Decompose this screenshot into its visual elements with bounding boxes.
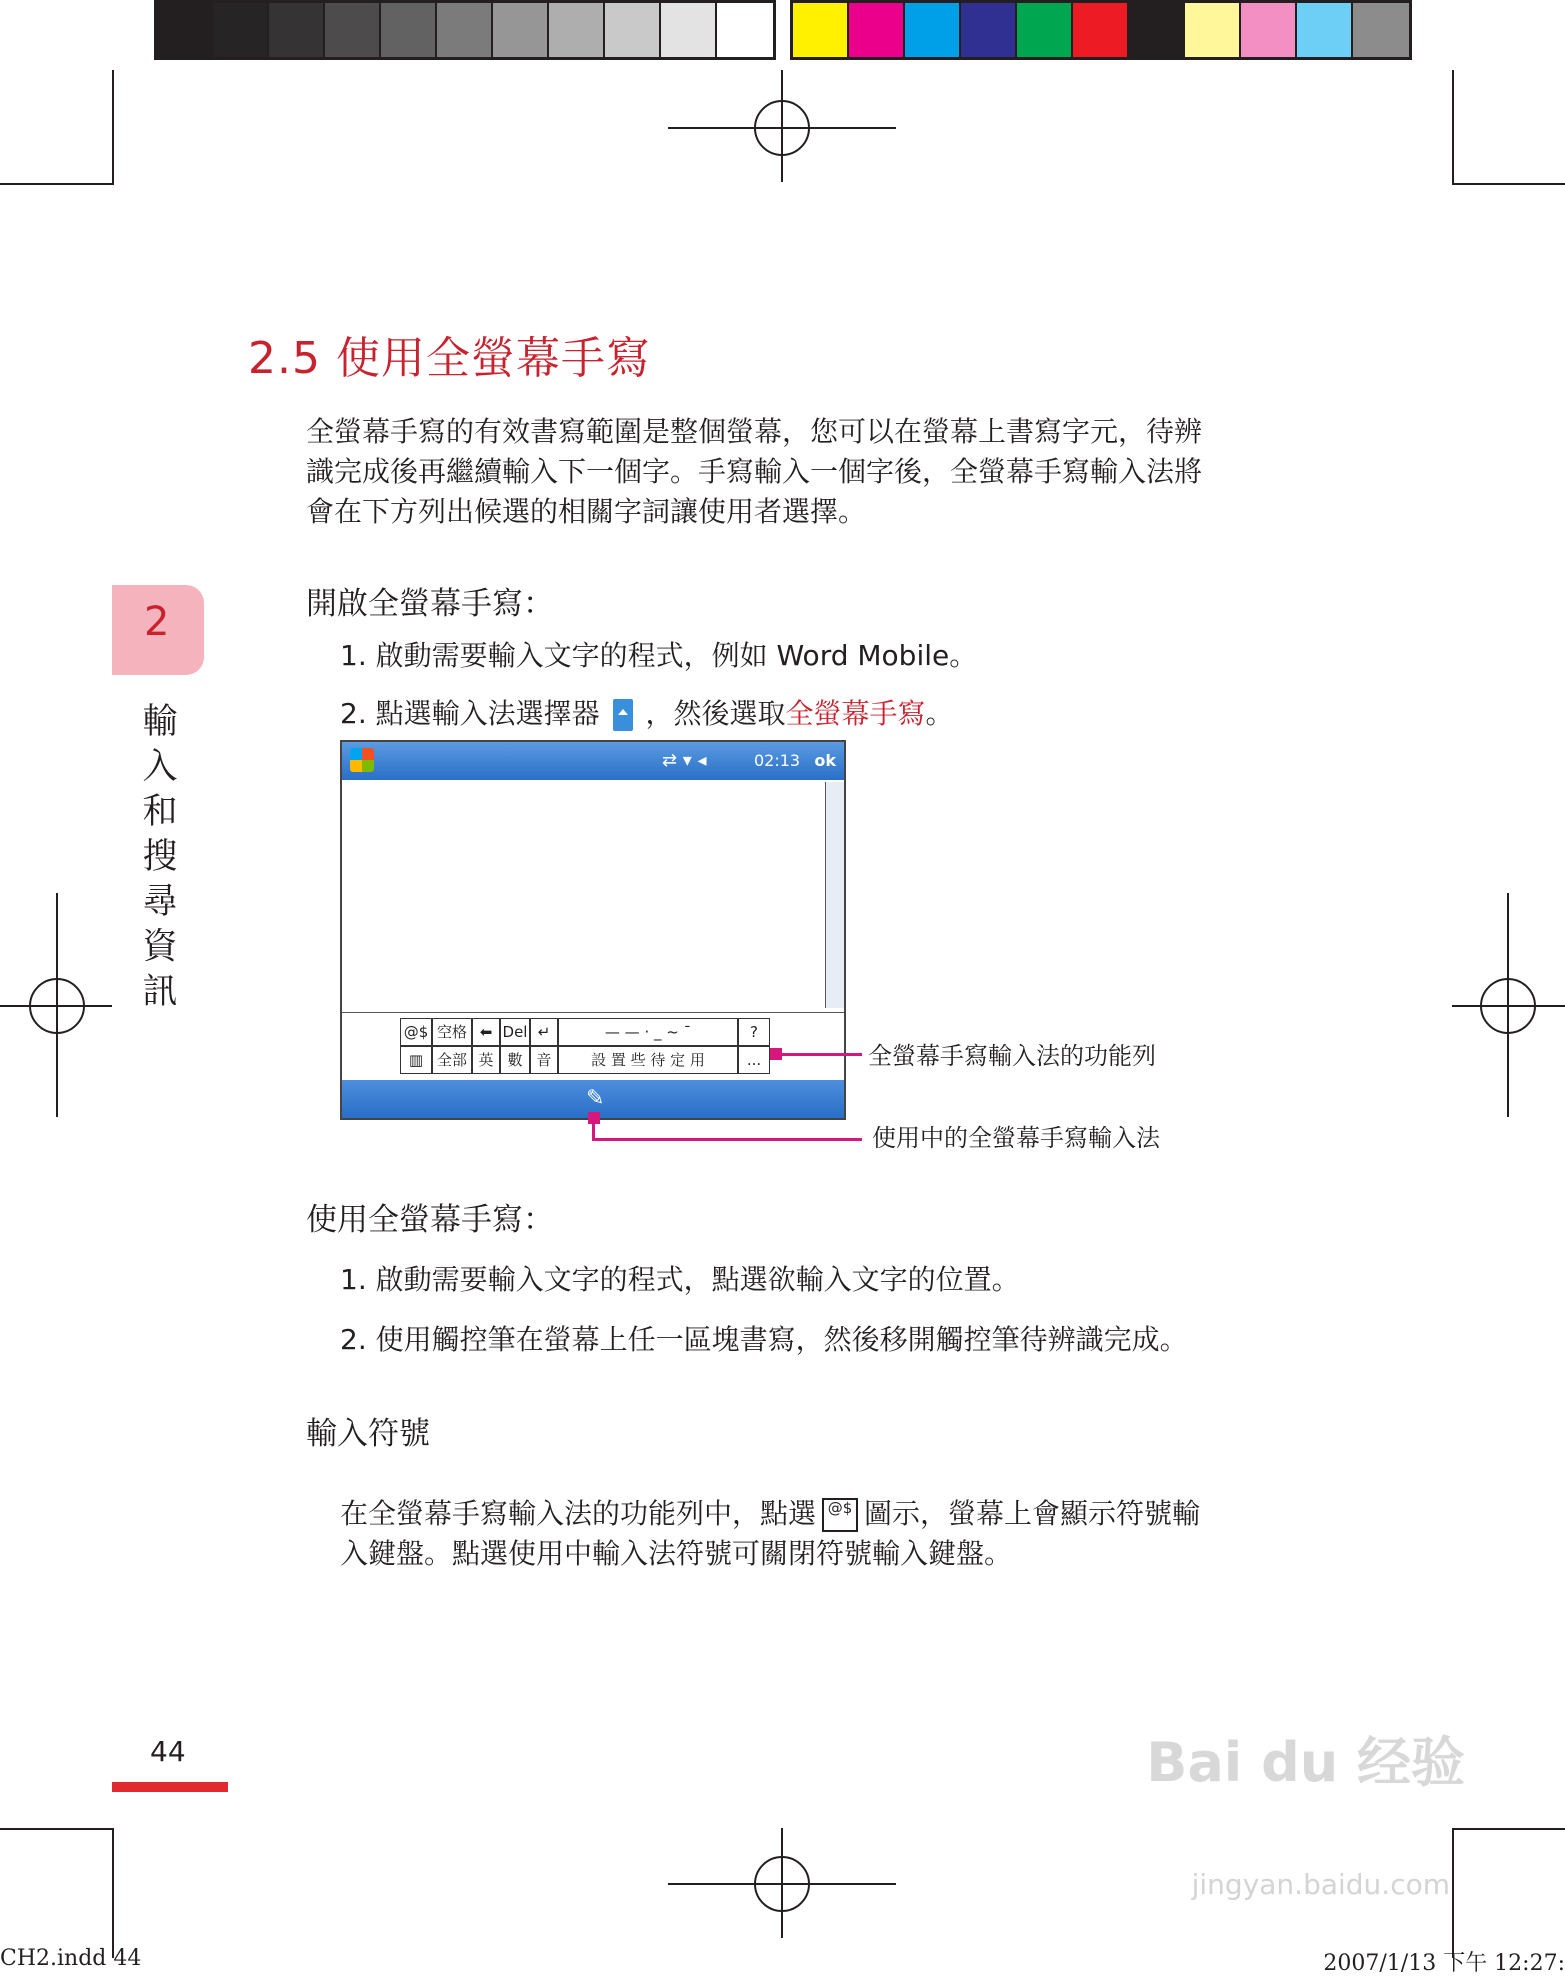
chapter-title-char: 和 <box>142 792 178 832</box>
open-step-2-prefix: 2. 點選輸入法選擇器 <box>340 697 600 730</box>
crop-mark <box>112 1828 114 1958</box>
process-swatch <box>905 3 961 57</box>
process-swatch <box>1129 3 1185 57</box>
registration-mark-circle <box>29 978 85 1034</box>
chapter-title-char: 資 <box>142 927 178 967</box>
open-heading: 開啟全螢幕手寫： <box>306 586 554 622</box>
toolbar-key[interactable]: — — · _ ~ ¯ <box>558 1018 738 1046</box>
footer-date: 2007/1/13 下午 12:27: <box>1323 1951 1565 1976</box>
process-swatch <box>1353 3 1409 57</box>
symbol-paragraph <box>340 1494 1200 1574</box>
clock: 02:13 <box>754 751 801 770</box>
open-step-2 <box>340 692 953 732</box>
toolbar-key[interactable]: ⬅ <box>472 1018 500 1046</box>
symbol-line <box>340 1494 1200 1534</box>
open-step-1: 1. 啟動需要輸入文字的程式，例如 Word Mobile。 <box>340 639 978 672</box>
use-step-2: 2. 使用觸控筆在螢幕上任一區塊書寫，然後移開觸控筆待辨識完成。 <box>340 1323 1188 1356</box>
intro-paragraph <box>306 412 1202 532</box>
process-swatch <box>1017 3 1073 57</box>
toolbar-key[interactable]: 空格 <box>432 1018 472 1046</box>
crop-mark <box>1454 183 1565 185</box>
callout-toolbar-label: 全螢幕手寫輸入法的功能列 <box>868 1042 1156 1070</box>
intro-line: 識完成後再繼續輸入下一個字。手寫輸入一個字後，全螢幕手寫輸入法將 <box>306 455 1203 488</box>
baidu-watermark-url: jingyan.baidu.com <box>1191 1868 1450 1901</box>
title-bar <box>342 742 844 780</box>
signal-icon: ⇄ ▾ ◂ <box>662 750 707 771</box>
crop-mark <box>0 183 112 185</box>
callout-line <box>592 1138 862 1141</box>
handwriting-toolbar <box>400 1018 770 1074</box>
process-swatch <box>1297 3 1353 57</box>
use-step-1: 1. 啟動需要輸入文字的程式，點選欲輸入文字的位置。 <box>340 1263 1020 1296</box>
pen-input-icon[interactable]: ✎ <box>586 1086 605 1111</box>
grayscale-swatch <box>605 3 661 57</box>
symbol-keyboard-icon: @$ <box>822 1498 858 1532</box>
grayscale-swatch <box>381 3 437 57</box>
toolbar-key[interactable]: Del <box>500 1018 530 1046</box>
input-selector-icon <box>613 699 633 731</box>
crop-mark <box>1452 1828 1454 1958</box>
grayscale-swatch <box>437 3 493 57</box>
callout-marker <box>588 1112 600 1124</box>
grayscale-swatch <box>213 3 269 57</box>
callout-line <box>782 1053 862 1056</box>
registration-mark-circle <box>754 1856 810 1912</box>
symbol-heading: 輸入符號 <box>306 1416 430 1452</box>
chapter-title-char: 輸 <box>142 702 178 742</box>
intro-line: 會在下方列出候選的相關字詞讓使用者選擇。 <box>306 495 867 528</box>
grayscale-swatch <box>269 3 325 57</box>
toolbar-key[interactable]: 全部 <box>432 1046 472 1074</box>
open-step-2-end: 。 <box>925 697 954 730</box>
footer-filename: CH2.indd 44 <box>0 1946 142 1971</box>
toolbar-key[interactable]: ▥ <box>400 1046 432 1074</box>
page-number-bar <box>112 1782 228 1792</box>
toolbar-key[interactable]: 英 <box>472 1046 500 1074</box>
toolbar-key[interactable]: ↵ <box>530 1018 558 1046</box>
registration-mark-circle <box>754 100 810 156</box>
windows-start-icon <box>350 748 374 772</box>
ok-button[interactable]: ok <box>814 751 836 770</box>
crop-mark <box>0 1828 112 1830</box>
registration-mark-circle <box>1480 978 1536 1034</box>
grayscale-swatch <box>325 3 381 57</box>
chapter-tab <box>112 585 204 675</box>
chapter-title-char: 訊 <box>142 972 178 1012</box>
grayscale-bar <box>154 0 776 60</box>
callout-active-label: 使用中的全螢幕手寫輸入法 <box>872 1124 1160 1152</box>
use-heading: 使用全螢幕手寫： <box>306 1202 554 1238</box>
process-swatch <box>1241 3 1297 57</box>
symbol-line: 入鍵盤。點選使用中輸入法符號可關閉符號輸入鍵盤。 <box>340 1537 1013 1570</box>
grayscale-swatch <box>549 3 605 57</box>
full-screen-handwriting-highlight: 全螢幕手寫 <box>785 697 926 730</box>
toolbar-key[interactable]: 設 置 些 待 定 用 <box>558 1046 738 1074</box>
process-swatch <box>1185 3 1241 57</box>
grayscale-swatch <box>493 3 549 57</box>
process-swatch <box>961 3 1017 57</box>
process-color-bar <box>790 0 1412 60</box>
grayscale-swatch <box>717 3 773 57</box>
process-swatch <box>1073 3 1129 57</box>
device-screenshot <box>340 740 846 1120</box>
callout-marker <box>770 1048 782 1060</box>
toolbar-key[interactable]: ... <box>738 1046 770 1074</box>
process-swatch <box>793 3 849 57</box>
intro-line: 全螢幕手寫的有效書寫範圍是整個螢幕，您可以在螢幕上書寫字元，待辨 <box>306 415 1203 448</box>
symbol-text-prefix: 在全螢幕手寫輸入法的功能列中，點選 <box>340 1497 817 1530</box>
crop-mark <box>112 70 114 185</box>
symbol-text-suffix: 圖示，螢幕上會顯示符號輸 <box>864 1497 1201 1530</box>
process-swatch <box>849 3 905 57</box>
toolbar-key[interactable]: @$ <box>400 1018 432 1046</box>
page-number: 44 <box>150 1735 186 1768</box>
chapter-number: 2 <box>144 599 170 645</box>
chapter-title <box>140 700 180 1015</box>
toolbar-key[interactable]: 音 <box>530 1046 558 1074</box>
baidu-watermark: Bai du 经验 <box>1146 1731 1465 1794</box>
crop-mark <box>1452 70 1454 185</box>
chapter-title-char: 尋 <box>142 882 178 922</box>
grayscale-swatch <box>157 3 213 57</box>
keyboard-separator <box>342 1012 844 1013</box>
grayscale-swatch <box>661 3 717 57</box>
open-step-2-mid: ，然後選取 <box>645 697 786 730</box>
toolbar-key[interactable]: ? <box>738 1018 770 1046</box>
chapter-title-char: 搜 <box>142 837 178 877</box>
chapter-title-char: 入 <box>142 747 178 787</box>
crop-mark <box>1454 1828 1565 1830</box>
toolbar-key[interactable]: 數 <box>500 1046 530 1074</box>
scrollbar[interactable] <box>825 782 844 1008</box>
section-title: 2.5 使用全螢幕手寫 <box>248 333 651 384</box>
